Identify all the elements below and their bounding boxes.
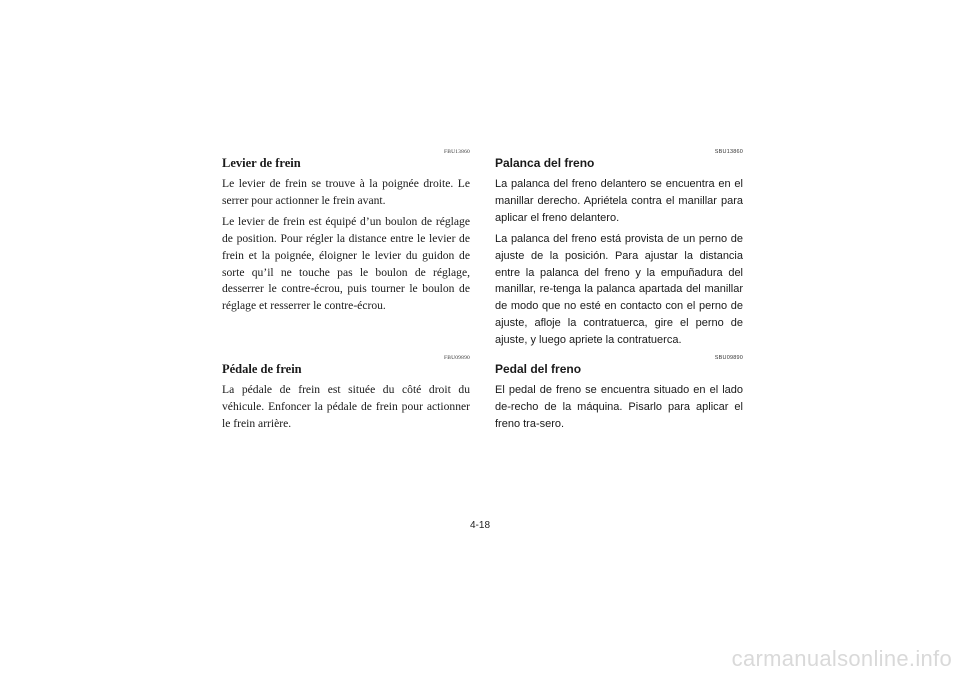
section-heading: Pédale de frein xyxy=(222,362,302,376)
page-number: 4-18 xyxy=(469,520,490,531)
paragraph: El pedal de freno se encuentra situado en el lado de-recho de la máquina. Pisarlo para aplicar el freno tra-sero. xyxy=(495,384,743,430)
section-levier-de-frein xyxy=(222,148,470,319)
section-code: SBU09890 xyxy=(714,355,743,361)
section-pedal-del-freno xyxy=(495,354,743,437)
section-code: SBU13860 xyxy=(714,149,743,155)
section-heading: Palanca del freno xyxy=(495,156,595,170)
section-code: FBU13860 xyxy=(443,149,470,155)
section-palanca-del-freno xyxy=(495,148,743,353)
section-code: FBU09890 xyxy=(443,355,470,361)
section-heading: Pedal del freno xyxy=(495,362,582,376)
paragraph: Le levier de frein se trouve à la poignée droite. Le serrer pour actionner le frein avant. xyxy=(222,177,470,207)
paragraph: La pédale de frein est située du côté droit du véhicule. Enfoncer la pédale de frein pour actionner le frein arrière. xyxy=(222,383,470,430)
section-heading: Levier de frein xyxy=(222,156,301,170)
paragraph: Le levier de frein est équipé d’un boulon de réglage de position. Pour régler la distance entre le levier de frein et la poignée, éloigner le levier du guidon de sorte qu’il ne touche pas le boulon de réglage, desserrer le contre-écrou, puis tourner le boulon de réglage et resserrer le contre-écrou. xyxy=(222,214,470,313)
paragraph: La palanca del freno está provista de un perno de ajuste de la posición. Para ajustar la distancia entre la palanca del freno y la empuñadura del manillar, re-tenga la palanca apartada del manillar de modo que no esté en contacto con el perno de ajuste, afloje la contratuerca, gire el perno de ajuste, y luego apriete la contratuerca. xyxy=(495,232,743,347)
section-pedale-de-frein xyxy=(222,354,470,437)
paragraph: La palanca del freno delantero se encuentra en el manillar derecho. Apriétela contra el manillar para aplicar el freno delantero. xyxy=(495,178,743,224)
watermark-text: carmanualsonline.info xyxy=(731,646,952,671)
